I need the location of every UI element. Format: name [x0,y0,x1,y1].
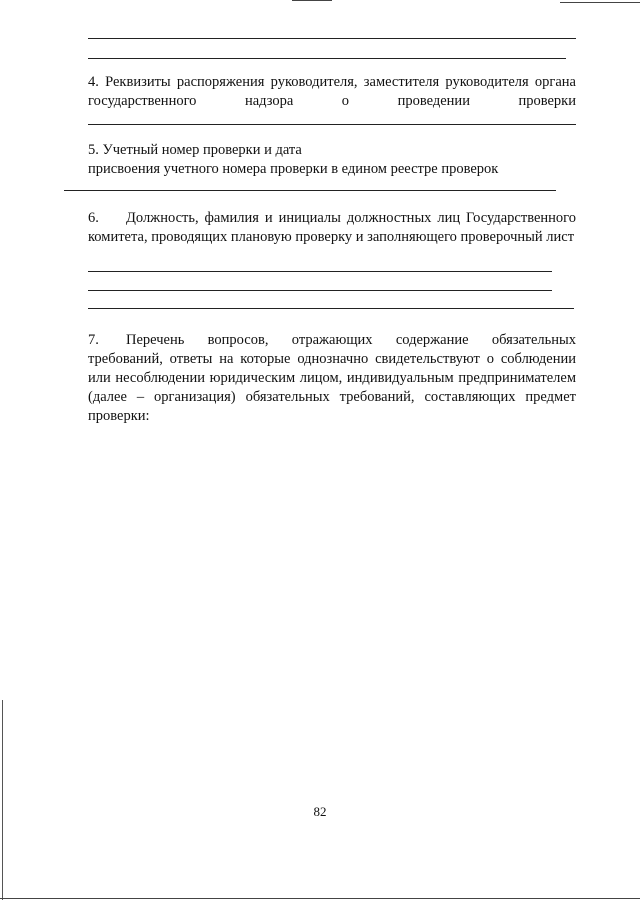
section-4-text: 4. Реквизиты распоряжения руководителя, заместителя руководителя органа государственного надзора о проведении проверки [88,74,576,109]
section-4-paragraph [88,73,576,111]
scan-bottom-edge [0,898,640,899]
scan-left-edge [2,700,3,900]
section-7-number: 7. [88,332,99,348]
page-number: 82 [313,804,327,819]
section-5-fill-line [64,190,556,191]
scan-top-mark-right [560,2,640,3]
section-7-line1: Перечень вопросов, отражающих содержание обязательных [126,332,576,348]
section-6-paragraph [88,209,576,247]
section-5-line2: присвоения учетного номера проверки в едином реестре проверок [88,161,499,177]
section-4-fill-line [88,124,576,125]
fill-line [88,58,566,59]
scan-top-mark [292,0,332,1]
section-7-first-line [88,331,576,350]
section-7-rest: требований, ответы на которые однозначно свидетельствуют о соблюдении или несоблюдении юридическим лицом, индивидуальным предпринимателем (далее – организация) обязательных требований, составляющих предмет проверки: [88,351,576,424]
section-6-fill-line [88,271,552,272]
fill-line [88,38,576,39]
section-5-line1: 5. Учетный номер проверки и дата [88,142,302,158]
section-6-number: 6. [88,210,99,226]
section-6-text: Должность, фамилия и инициалы должностных лиц Государственного комитета, проводящих плановую проверку и заполняющего проверочный лист [88,210,576,245]
section-6-fill-line [88,290,552,291]
section-6-fill-line [88,308,574,309]
